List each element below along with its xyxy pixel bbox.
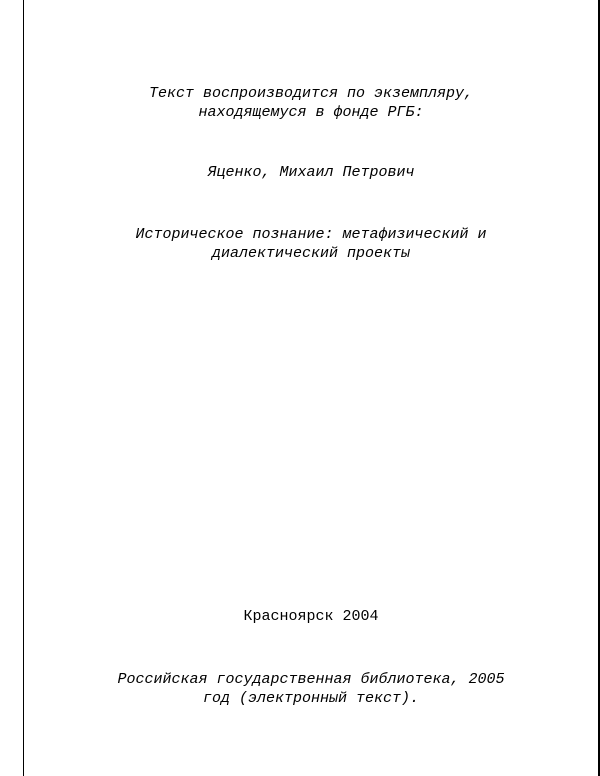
source-notice: [24, 84, 598, 122]
document-title-line-2: диалектический проекты: [211, 245, 411, 262]
library-note-line-1: Российская государственная библиотека, 2005: [117, 671, 505, 688]
library-note: [24, 670, 598, 708]
place-and-year-text: Красноярск 2004: [243, 608, 379, 625]
place-and-year: [24, 607, 598, 626]
source-notice-line-1: Текст воспроизводится по экземпляру,: [148, 85, 474, 102]
source-notice-line-2: находящемуся в фонде РГБ:: [198, 104, 424, 121]
author-name: [24, 163, 598, 182]
document-title: [24, 225, 598, 263]
document-title-line-1: Историческое познание: метафизический и: [135, 226, 487, 243]
author-name-text: Яценко, Михаил Петрович: [207, 164, 415, 181]
library-note-line-2: год (электронный текст).: [202, 690, 420, 707]
